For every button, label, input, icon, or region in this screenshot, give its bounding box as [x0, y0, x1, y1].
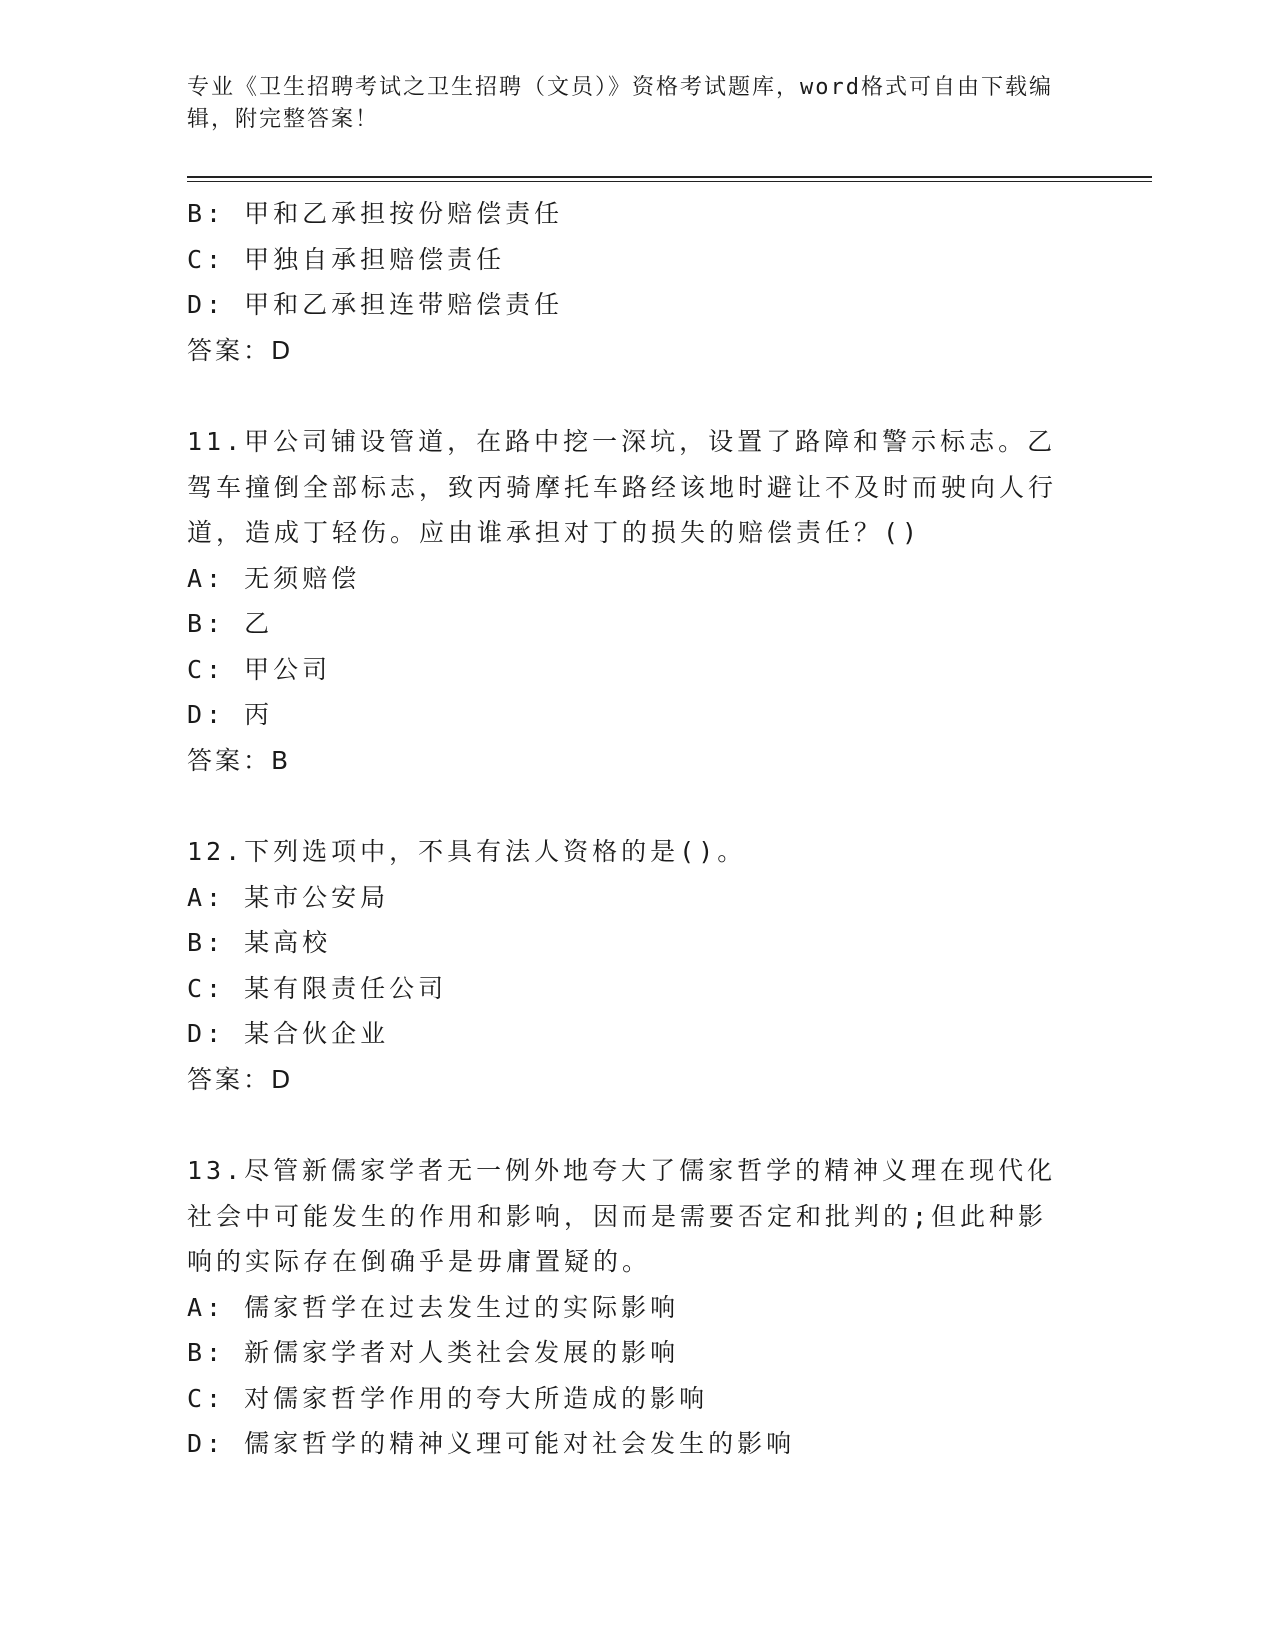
option-d: D: 甲和乙承担连带赔偿责任 — [187, 290, 564, 319]
option-d: D: 丙 — [187, 700, 274, 729]
question-12-block — [187, 829, 1087, 1102]
spacer — [187, 373, 1087, 419]
header-rule-thin — [187, 181, 1152, 182]
option-a: A: 某市公安局 — [187, 882, 390, 912]
question-12-stem: 12.下列选项中，不具有法人资格的是()。 — [187, 837, 747, 866]
option-c: C: 某有限责任公司 — [187, 973, 448, 1003]
answer-label: 答案：B — [187, 745, 292, 775]
option-d: D: 儒家哲学的精神义理可能对社会发生的影响 — [187, 1429, 796, 1458]
question-13-stem: 13.尽管新儒家学者无一例外地夸大了儒家哲学的精神义理在现代化社会中可能发生的作用和影响，因而是需要否定和批判的;但此种影响的实际存在倒确乎是毋庸置疑的。 — [187, 1156, 1057, 1276]
option-d: D: 某合伙企业 — [187, 1019, 390, 1048]
option-b: B: 新儒家学者对人类社会发展的影响 — [187, 1338, 680, 1367]
question-11-block — [187, 419, 1087, 783]
option-b: B: 甲和乙承担按份赔偿责任 — [187, 199, 564, 228]
question-11-stem: 11.甲公司铺设管道，在路中挖一深坑，设置了路障和警示标志。乙驾车撞倒全部标志，致丙骑摩托车路经该地时避让不及时而驶向人行道，造成丁轻伤。应由谁承担对丁的损失的赔偿责任？() — [187, 427, 1058, 547]
option-a: A: 无须赔偿 — [187, 563, 361, 593]
option-b: B: 某高校 — [187, 928, 332, 957]
spacer — [187, 783, 1087, 829]
option-a: A: 儒家哲学在过去发生过的实际影响 — [187, 1292, 680, 1322]
header-rule-thick — [187, 176, 1152, 178]
question-content — [187, 191, 1087, 1467]
spacer — [187, 1102, 1087, 1148]
answer-label: 答案：D — [187, 335, 294, 365]
document-header — [187, 72, 1067, 136]
option-c: C: 甲公司 — [187, 654, 332, 684]
question-13-block — [187, 1148, 1087, 1467]
option-c: C: 甲独自承担赔偿责任 — [187, 244, 506, 274]
option-b: B: 乙 — [187, 609, 274, 638]
header-text: 专业《卫生招聘考试之卫生招聘（文员）》资格考试题库，word格式可自由下载编辑，附完整答案！ — [187, 75, 1053, 132]
option-c: C: 对儒家哲学作用的夸大所造成的影响 — [187, 1383, 709, 1413]
previous-question-block — [187, 191, 1087, 373]
answer-label: 答案：D — [187, 1064, 294, 1094]
